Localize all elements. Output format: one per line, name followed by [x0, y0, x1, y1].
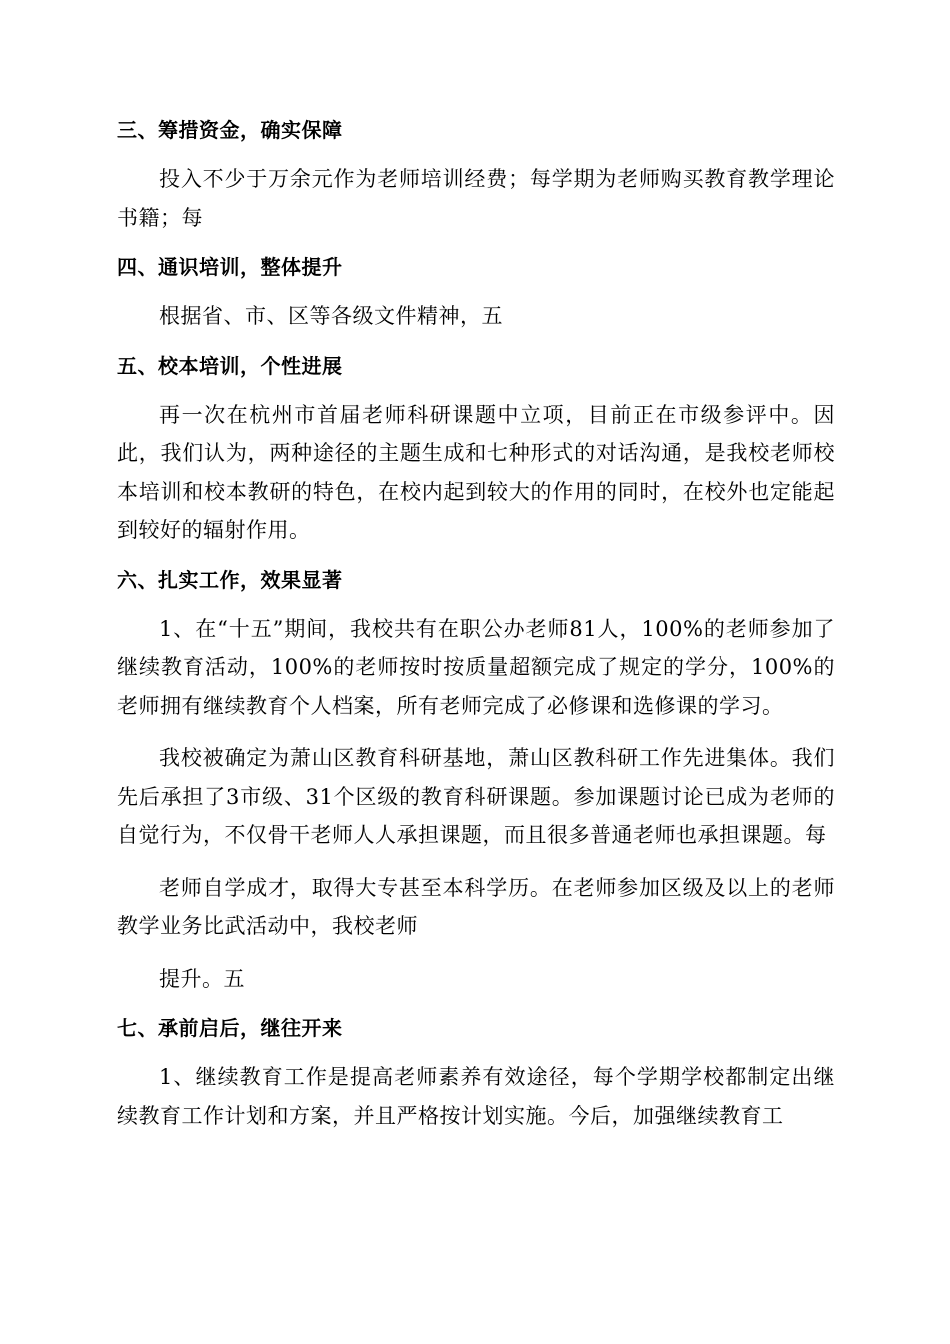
section-heading-7: 七、承前启后，继往开来 — [117, 1016, 343, 1040]
paragraph-school-training: 再一次在杭州市首届老师科研课题中立项，目前正在市级参评中。因此，我们认为，两种途径的主题生成和七种形式的对话沟通，是我校老师校本培训和校本教研的特色，在校内起到较大的作用的同时，在校外也定能起到较好的辐射作用。 — [117, 402, 835, 542]
document-body — [117, 114, 835, 1149]
paragraph-future-1: 1、继续教育工作是提高老师素养有效途径，每个学期学校都制定出继续教育工作计划和方案，并且严格按计划实施。今后，加强继续教育工 — [117, 1065, 835, 1128]
paragraph-results-2: 我校被确定为萧山区教育科研基地，萧山区教科研工作先进集体。我们先后承担了3市级、31个区级的教育科研课题。参加课题讨论已成为老师的自觉行为，不仅骨干老师人人承担课题，而且很多普通老师也承担课题。每 — [117, 746, 835, 847]
section-heading-4: 四、通识培训，整体提升 — [117, 255, 343, 279]
section-heading-3: 三、筹措资金，确实保障 — [117, 118, 343, 142]
paragraph-results-3: 老师自学成才，取得大专甚至本科学历。在老师参加区级及以上的老师教学业务比武活动中，我校老师 — [117, 875, 835, 938]
section-heading-5: 五、校本培训，个性进展 — [117, 353, 343, 378]
paragraph-general-training: 根据省、市、区等各级文件精神，五 — [159, 304, 503, 328]
paragraph-funding: 投入不少于万余元作为老师培训经费；每学期为老师购买教育教学理论书籍；每 — [117, 167, 835, 230]
paragraph-results-1: 1、在“十五”期间，我校共有在职公办老师81人，100%的老师参加了继续教育活动，100%的老师按时按质量超额完成了规定的学分，100%的老师拥有继续教育个人档案，所有老师完成了必修课和选修课的学习。 — [117, 616, 835, 718]
paragraph-results-4: 提升。五 — [159, 966, 245, 991]
section-heading-6: 六、扎实工作，效果显著 — [117, 567, 343, 592]
